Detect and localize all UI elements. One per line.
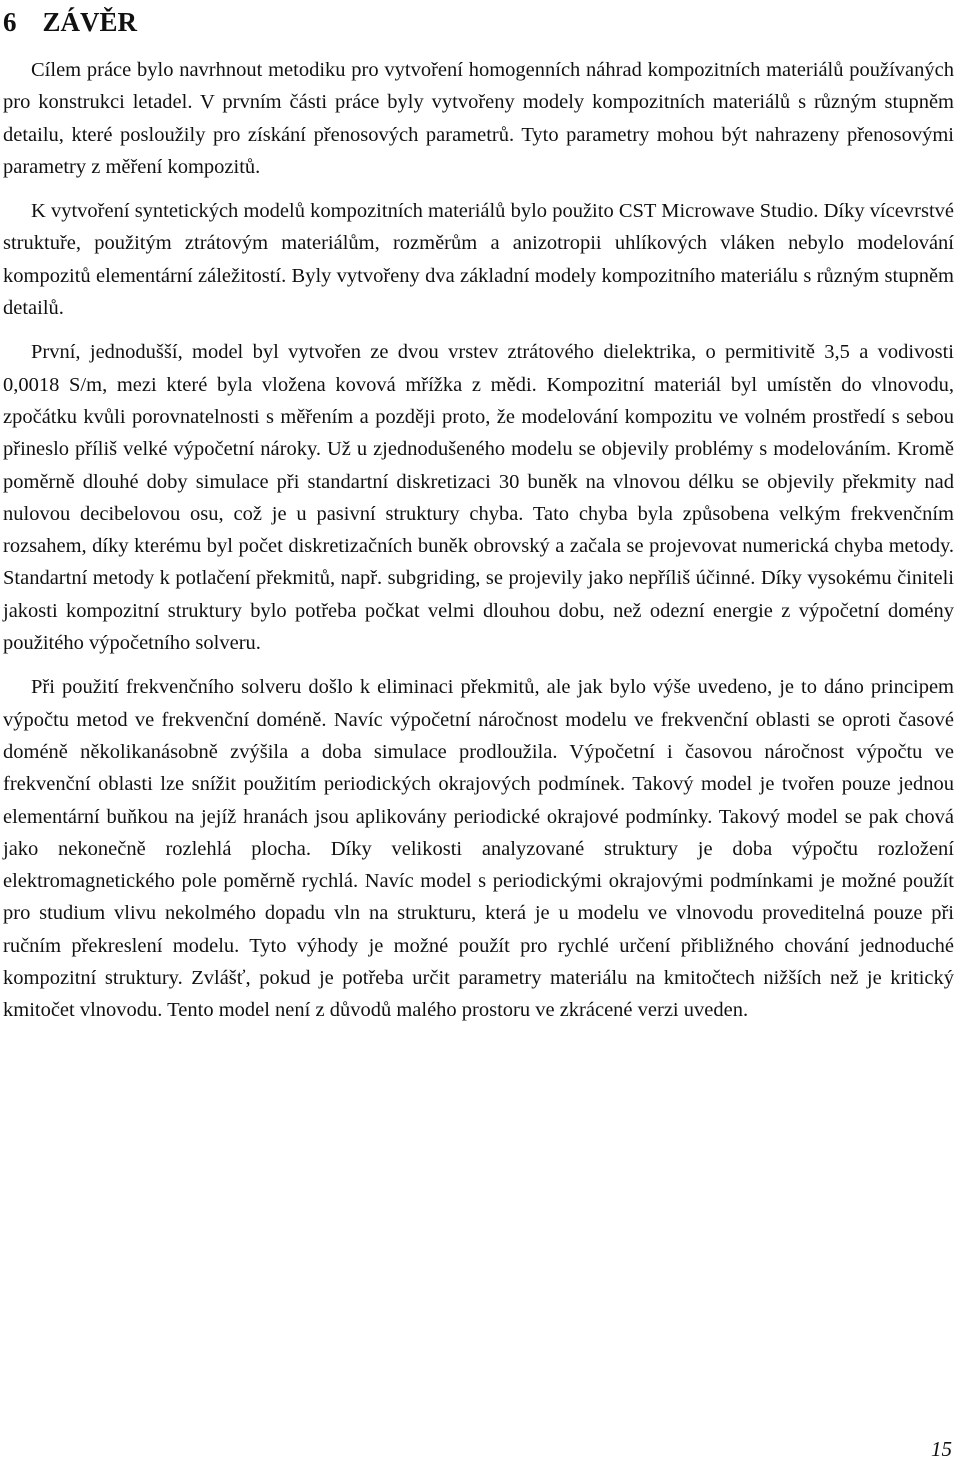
page-number: 15 bbox=[931, 1437, 952, 1461]
paragraph-frequency-solver: Při použití frekvenčního solveru došlo k eliminaci překmitů, ale jak bylo výše uvedeno, je to dáno principem výpočtu metod ve frekvenční doméně. Navíc výpočetní náročnost modelu ve frekvenční oblasti se oproti časové doméně několikanásobně zvýšila a doba simulace prodloužila. Výpočetní i časovou náročnost výpočtu ve frekvenční oblasti lze snížit použitím periodických okrajových podmínek. Takový model je tvořen pouze jednou elementární buňkou na jejíž hranách jsou aplikovány periodické okrajové podmínky. Takový model se pak chová jako nekonečně rozlehlá plocha. Díky velikosti analyzované struktury je doba výpočtu rozložení elektromagnetického pole poměrně rychlá. Navíc model s periodickými okrajovými podmínkami je možné použít pro studium vlivu nekolmého dopadu vln na strukturu, která je u modelu ve vlnovodu proveditelná pouze při ručním překreslení modelu. Tyto výhody je možné použít pro rychlé určení přibližného chování jednoduché kompozitní struktury. Zvlášť, pokud je potřeba určit parametry materiálu na kmitočtech nižších než je kritický kmitočet vlnovodu. Tento model není z důvodů malého prostoru ve zkrácené verzi uveden. bbox=[3, 676, 954, 1022]
paragraph-cst-models: K vytvoření syntetických modelů kompozitních materiálů bylo použito CST Microwave Studio. Díky vícevrstvé struktuře, použitým ztrátovým materiálům, rozměrům a anizotropii uhlíkových vláken nebylo modelování kompozitů elementární záležitostí. Byly vytvořeny dva základní modely kompozitního materiálu s různým stupněm detailů. bbox=[3, 200, 954, 320]
paragraph-simple-model: První, jednodušší, model byl vytvořen ze dvou vrstev ztrátového dielektrika, o permitivitě 3,5 a vodivosti 0,0018 S/m, mezi které byla vložena kovová mřížka z mědi. Kompozitní materiál byl umístěn do vlnovodu, zpočátku kvůli porovnatelnosti s měřením a později proto, že modelování kompozitu ve volném prostředí s sebou přineslo příliš velké výpočetní nároky. Už u zjednodušeného modelu se objevily problémy s modelováním. Kromě poměrně dlouhé doby simulace při standartní diskretizaci 30 buněk na vlnovou délku se objevily překmity nad nulovou decibelovou osu, což je u pasivní struktury chyba. Tato chyba byla způsobena velkým frekvenčním rozsahem, díky kterému byl počet diskretizačních buněk obrovský a začala se projevovat numerická chyba metody. Standartní metody k potlačení překmitů, např. subgriding, se projevily jako nepříliš účinné. Díky vysokému činiteli jakosti kompozitní struktury bylo potřeba počkat velmi dlouhou dobu, než odezní energie z výpočetní domény použitého výpočetního solveru. bbox=[3, 341, 954, 655]
chapter-title: ZÁVĚR bbox=[42, 7, 138, 37]
chapter-number: 6 bbox=[3, 7, 17, 37]
chapter-heading bbox=[3, 4, 954, 40]
paragraph-intro: Cílem práce bylo navrhnout metodiku pro vytvoření homogenních náhrad kompozitních materiálů používaných pro konstrukci letadel. V prvním části práce byly vytvořeny modely kompozitních materiálů s různým stupněm detailu, které posloužily pro získání přenosových parametrů. Tyto parametry mohou být nahrazeny přenosovými parametry z měření kompozitů. bbox=[3, 59, 954, 178]
